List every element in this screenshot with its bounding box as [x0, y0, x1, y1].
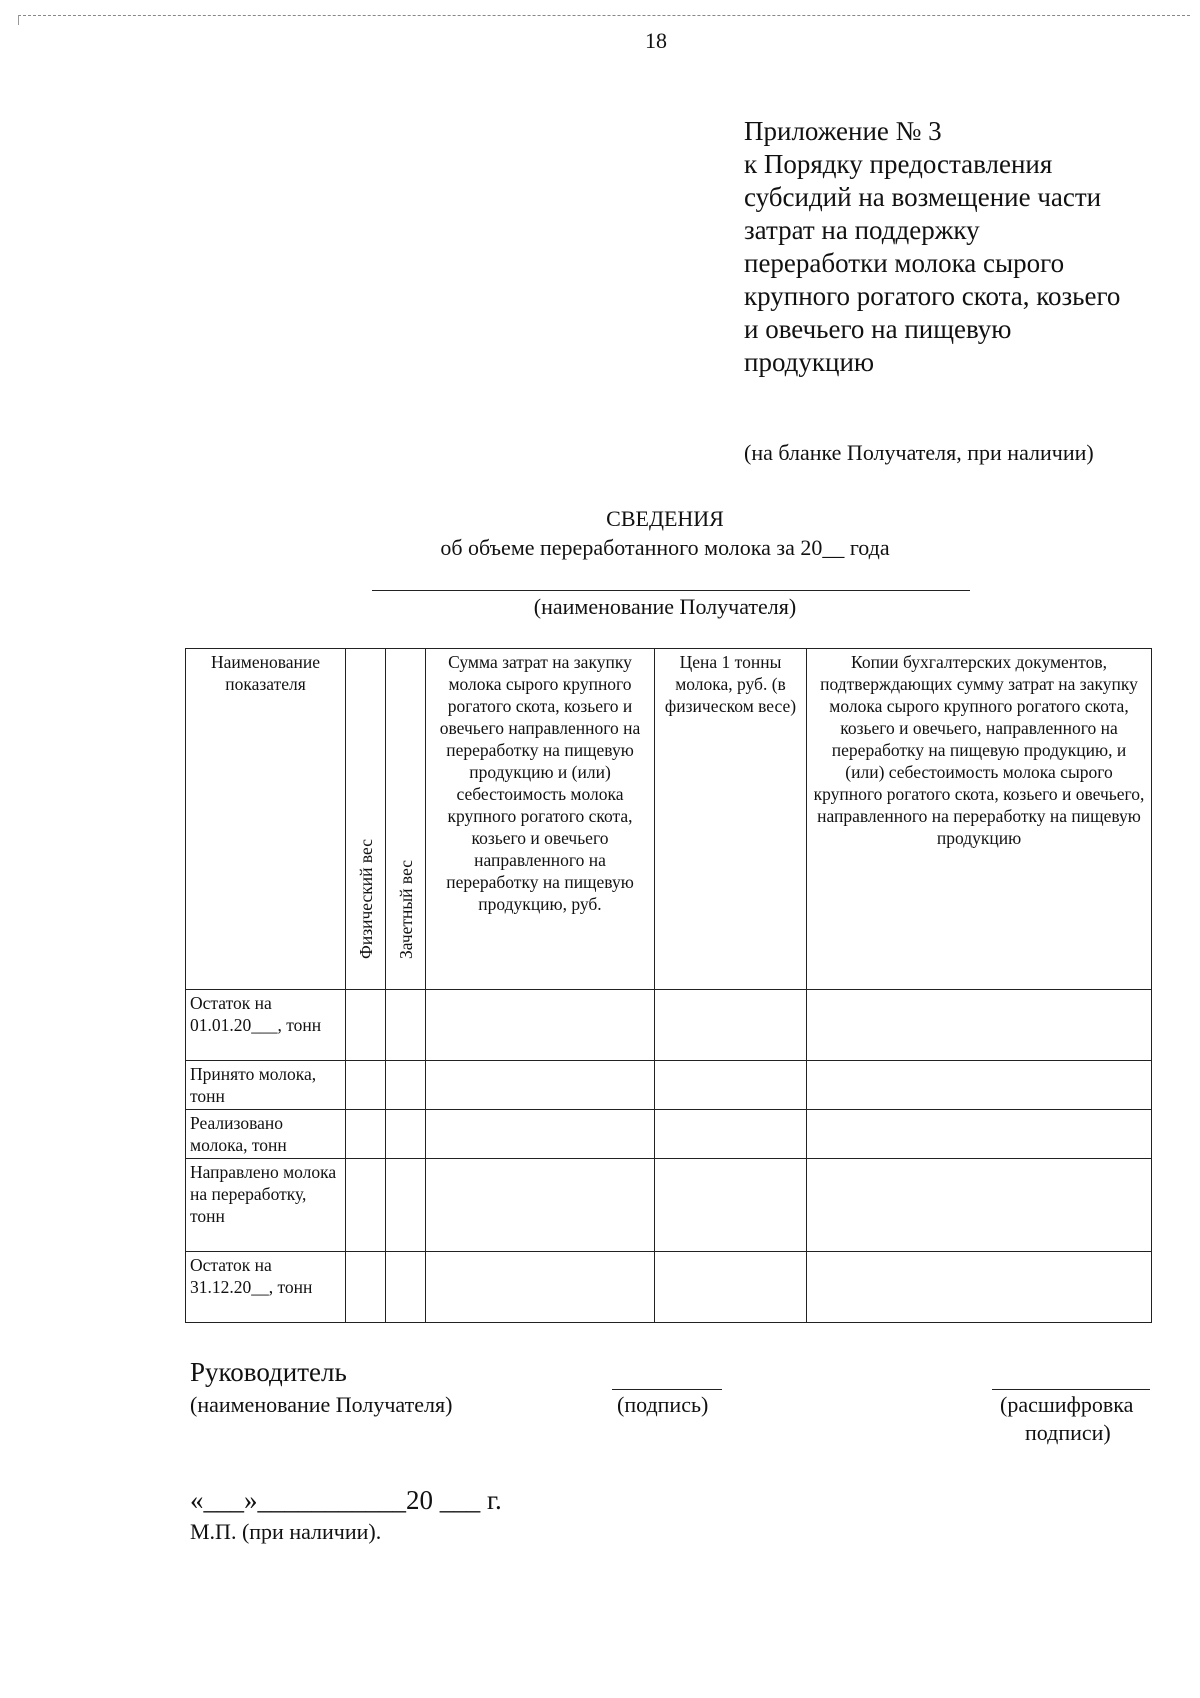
table-cell[interactable]	[386, 990, 426, 1061]
appendix-line: к Порядку предоставления	[744, 149, 1053, 179]
table-header-row	[186, 649, 1152, 990]
row-label: Принято молока, тонн	[186, 1061, 346, 1110]
table-row	[186, 1110, 1152, 1159]
signature-decode-caption: (расшифровка	[1000, 1392, 1134, 1417]
appendix-line: переработки молока сырого	[744, 248, 1065, 278]
row-label: Остаток на 01.01.20___, тонн	[186, 990, 346, 1061]
table-cell[interactable]	[426, 990, 655, 1061]
document-subtitle: об объеме переработанного молока за 20__ года	[440, 535, 890, 560]
appendix-line: и овечьего на пищевую	[744, 314, 1012, 344]
signature-head-title: Руководитель	[190, 1357, 347, 1387]
page-corner-mark	[18, 15, 19, 25]
table-cell[interactable]	[426, 1110, 655, 1159]
signature-caption: (подпись)	[617, 1392, 709, 1417]
appendix-header	[744, 115, 1164, 379]
table-cell[interactable]	[346, 990, 386, 1061]
signature-decode-caption-2: подписи)	[1025, 1420, 1111, 1445]
row-label: Направлено молока на переработку, тонн	[186, 1159, 346, 1252]
table-cell[interactable]	[346, 1159, 386, 1252]
header-credit-weight-label: Зачетный вес	[395, 859, 416, 959]
table-cell[interactable]	[807, 1252, 1152, 1323]
signature-line[interactable]	[612, 1389, 722, 1390]
milk-volume-table	[185, 648, 1152, 1323]
table-cell[interactable]	[386, 1061, 426, 1110]
page-top-edge	[18, 15, 1190, 16]
table-cell[interactable]	[807, 990, 1152, 1061]
header-physical-weight	[346, 649, 386, 990]
table-cell[interactable]	[426, 1061, 655, 1110]
stamp-note: М.П. (при наличии).	[190, 1519, 382, 1544]
table-cell[interactable]	[386, 1159, 426, 1252]
page-number: 18	[645, 28, 667, 53]
table-cell[interactable]	[807, 1110, 1152, 1159]
date-field[interactable]: «___»___________20 ___ г.	[190, 1485, 502, 1515]
appendix-line: субсидий на возмещение части	[744, 182, 1102, 212]
table-cell[interactable]	[807, 1159, 1152, 1252]
table-cell[interactable]	[655, 1061, 807, 1110]
header-indicator: Наименование показателя	[186, 649, 346, 990]
appendix-line: крупного рогатого скота, козьего	[744, 281, 1121, 311]
signature-org-caption: (наименование Получателя)	[190, 1392, 453, 1417]
table-row	[186, 1252, 1152, 1323]
table-cell[interactable]	[655, 1252, 807, 1323]
document-title: СВЕДЕНИЯ	[606, 506, 724, 531]
table-cell[interactable]	[655, 990, 807, 1061]
row-label: Остаток на 31.12.20__, тонн	[186, 1252, 346, 1323]
row-label: Реализовано молока, тонн	[186, 1110, 346, 1159]
recipient-name-line[interactable]	[372, 590, 970, 591]
header-accounting-docs: Копии бухгалтерских документов, подтверждающих сумму затрат на закупку молока сырого крупного рогатого скота, козьего и овечьего, направленного на переработку на пищевую продукцию, и (или) себестоимость молока сырого крупного рогатого скота, козьего и овечьего, направленного на переработку на пищевую продукцию	[807, 649, 1152, 990]
table-cell[interactable]	[655, 1159, 807, 1252]
appendix-line: продукцию	[744, 347, 875, 377]
header-physical-weight-label: Физический вес	[355, 839, 376, 959]
table-cell[interactable]	[346, 1110, 386, 1159]
table-row	[186, 990, 1152, 1061]
table-cell[interactable]	[426, 1159, 655, 1252]
letterhead-note: (на бланке Получателя, при наличии)	[744, 440, 1094, 465]
header-price-per-ton: Цена 1 тонны молока, руб. (в физическом весе)	[655, 649, 807, 990]
signature-decode-line[interactable]	[992, 1389, 1150, 1390]
recipient-caption: (наименование Получателя)	[533, 594, 797, 619]
table-row	[186, 1159, 1152, 1252]
appendix-line: затрат на поддержку	[744, 215, 980, 245]
header-cost-sum: Сумма затрат на закупку молока сырого крупного рогатого скота, козьего и овечьего направленного на переработку на пищевую продукцию и (или) себестоимость молока крупного рогатого скота, козьего и овечьего направленного на переработку на пищевую продукцию, руб.	[426, 649, 655, 990]
header-credit-weight	[386, 649, 426, 990]
table-cell[interactable]	[346, 1252, 386, 1323]
appendix-line: Приложение № 3	[744, 116, 942, 146]
table-cell[interactable]	[386, 1252, 426, 1323]
table-cell[interactable]	[346, 1061, 386, 1110]
table-cell[interactable]	[655, 1110, 807, 1159]
table-cell[interactable]	[426, 1252, 655, 1323]
table-cell[interactable]	[386, 1110, 426, 1159]
table-row	[186, 1061, 1152, 1110]
table-cell[interactable]	[807, 1061, 1152, 1110]
